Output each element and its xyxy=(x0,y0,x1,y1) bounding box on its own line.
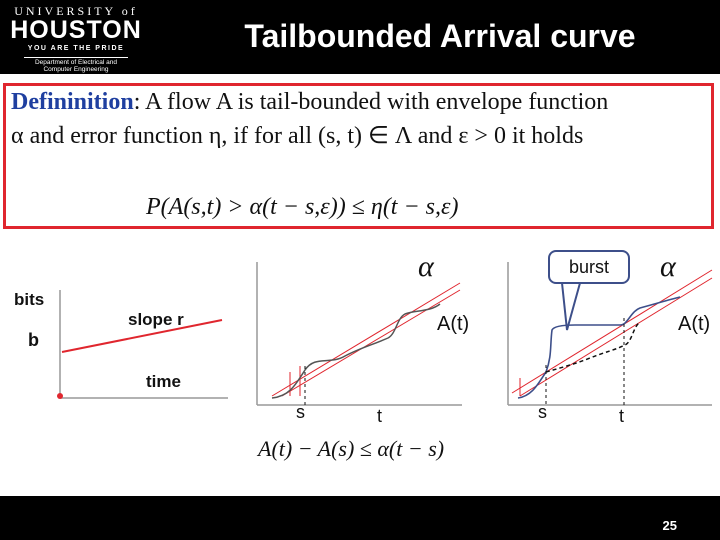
right-curve-label: A(t) xyxy=(678,313,711,335)
middle-t-label: t xyxy=(377,406,383,426)
left-origin-dot xyxy=(57,393,63,399)
logo-department-line1: Department of Electrical and xyxy=(34,59,117,66)
definition-line-1-text: : A flow A is tail-bounded with envelope function xyxy=(133,89,609,115)
right-dashed-curve xyxy=(546,322,640,372)
burst-callout-pointer xyxy=(562,283,580,330)
middle-alpha-label: α xyxy=(418,250,434,283)
logo-tagline: YOU ARE THE PRIDE xyxy=(27,45,125,52)
middle-arrival-curve xyxy=(272,304,440,398)
left-slope-label: slope r xyxy=(128,310,184,329)
burst-callout: burst xyxy=(548,250,630,284)
right-alpha-line-2 xyxy=(520,278,712,396)
middle-curve-label: A(t) xyxy=(437,313,470,335)
logo-department-line2: Computer Engineering xyxy=(43,66,109,73)
bottom-formula: A(t) − A(s) ≤ α(t − s) xyxy=(258,436,445,461)
page-number: 25 xyxy=(662,518,677,533)
right-t-label: t xyxy=(619,406,625,426)
middle-s-label: s xyxy=(296,402,305,422)
left-b-label: b xyxy=(28,330,39,350)
definition-keyword: Defininition xyxy=(11,89,134,115)
left-x-label: time xyxy=(146,372,181,391)
definition-formula: P(A(s,t) > α(t − s,ε)) ≤ η(t − s,ε) xyxy=(146,194,459,220)
slide-title: Tailbounded Arrival curve xyxy=(244,18,636,54)
slide-footer xyxy=(0,496,720,540)
right-s-label: s xyxy=(538,402,547,422)
left-y-label: bits xyxy=(14,290,45,309)
logo-houston-text: HOUSTON xyxy=(10,16,142,44)
definition-line-2: α and error function η, if for all (s, t) ∈ Λ and ε > 0 it holds xyxy=(11,123,584,149)
logo-university-text: UNIVERSITY of xyxy=(14,4,138,18)
middle-alpha-line-2 xyxy=(282,290,460,396)
left-diagram xyxy=(57,290,228,399)
right-alpha-label: α xyxy=(660,250,676,283)
